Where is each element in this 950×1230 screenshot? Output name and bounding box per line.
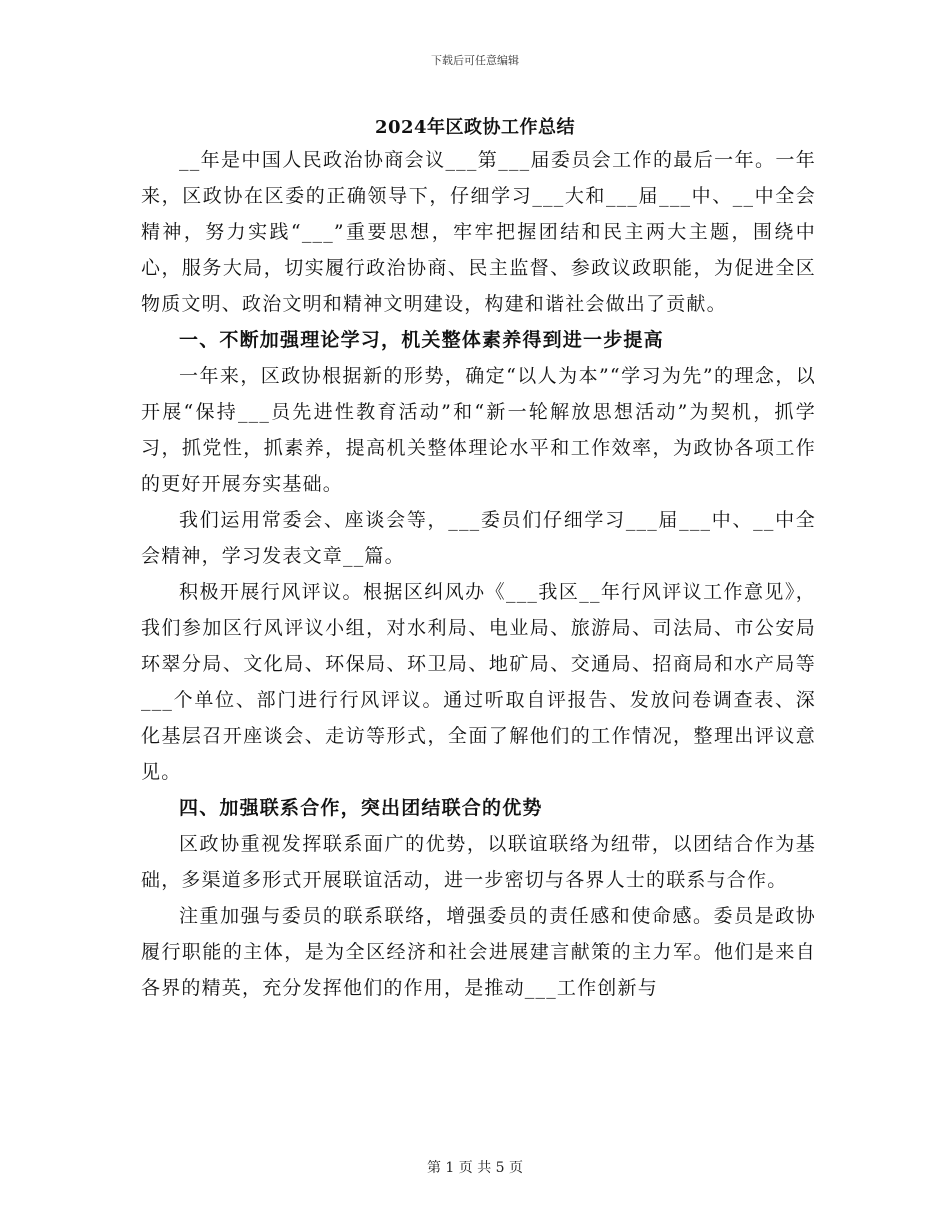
document-title: 2024年区政协工作总结 xyxy=(374,117,576,138)
document-body xyxy=(141,142,816,1006)
page-header: 下载后可任意编辑 xyxy=(431,54,519,67)
paragraph-member-contact: 注重加强与委员的联系联络，增强委员的责任感和使命感。委员是政协履行职能的主体，是为全区经济和社会进展建言献策的主力军。他们是来自各界的精英，充分发挥他们的作用，是推动___工作创新与 xyxy=(141,905,816,999)
paragraph-conduct-review: 积极开展行风评议。根据区纠风办《___我区__年行风评议工作意见》，我们参加区行风评议小组，对水利局、电业局、旅游局、司法局、市公安局环翠分局、文化局、环保局、环卫局、地矿局、交通局、招商局和水产局等___个单位、部门进行行风评议。通过听取自评报告、发放问卷调查表、深化基层召开座谈会、走访等形式，全面了解他们的工作情况，整理出评议意见。 xyxy=(141,581,816,783)
paragraph-theory-study: 一年来，区政协根据新的形势，确定“以人为本”“学习为先”的理念，以开展“保持___员先进性教育活动”和“新一轮解放思想活动”为契机，抓学习，抓党性，抓素养，提高机关整体理论水平和工作效率，为政协各项工作的更好开展夯实基础。 xyxy=(141,365,816,495)
section-heading-4: 四、加强联系合作，突出团结联合的优势 xyxy=(179,797,543,819)
paragraph-committee-study: 我们运用常委会、座谈会等，___委员们仔细学习___届___中、__中全会精神，学习发表文章__篇。 xyxy=(141,509,816,567)
page-number: 第 1 页 共 5 页 xyxy=(426,1160,524,1176)
section-heading-1: 一、不断加强理论学习，机关整体素养得到进一步提高 xyxy=(179,329,664,351)
paragraph-intro: __年是中国人民政治协商会议___第___届委员会工作的最后一年。一年来，区政协在区委的正确领导下，仔细学习___大和___届___中、__中全会精神，努力实践“___”重要思想，牢牢把握团结和民主两大主题，围绕中心，服务大局，切实履行政治协商、民主监督、参政议政职能，为促进全区物质文明、政治文明和精神文明建设，构建和谐社会做出了贡献。 xyxy=(141,149,816,315)
paragraph-liaison: 区政协重视发挥联系面广的优势，以联谊联络为纽带，以团结合作为基础，多渠道多形式开展联谊活动，进一步密切与各界人士的联系与合作。 xyxy=(141,833,816,891)
